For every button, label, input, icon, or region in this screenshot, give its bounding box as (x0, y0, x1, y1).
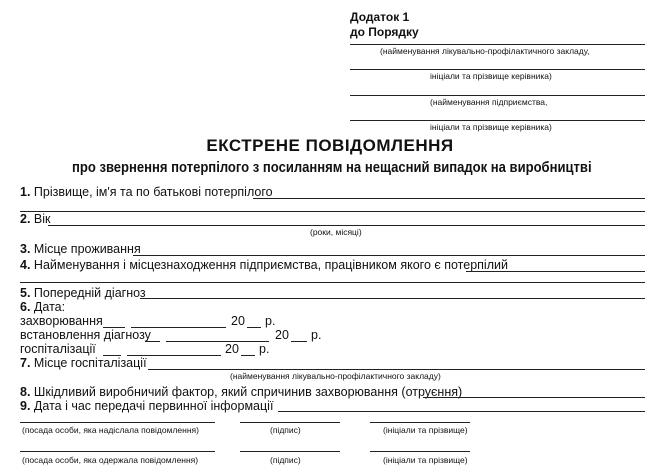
full-name-field-continued[interactable] (20, 211, 645, 212)
sender-name-line[interactable] (370, 422, 470, 423)
document-title: ЕКСТРЕНЕ ПОВІДОМЛЕННЯ (206, 136, 454, 155)
field-8-label (20, 385, 462, 399)
field-6-label (20, 300, 65, 314)
field-9-number: 9. (20, 399, 31, 413)
field-2-label (20, 212, 51, 226)
institution-head-line[interactable] (350, 69, 645, 70)
hospital-field[interactable] (148, 369, 645, 370)
date-hospital-label: госпіталізації (20, 342, 96, 356)
field-3-label (20, 242, 141, 256)
field-9-text: Дата і час передачі первинної інформації (33, 399, 274, 413)
date-illness-year[interactable] (247, 327, 261, 328)
field-7-number: 7. (20, 356, 31, 370)
diagnosis-field[interactable] (140, 298, 645, 299)
transfer-datetime-field[interactable] (278, 411, 645, 412)
harmful-factor-field[interactable] (423, 397, 645, 398)
date-illness-year-prefix: 20 (231, 314, 245, 328)
field-3-text: Місце проживання (33, 242, 141, 256)
date-hospital-year-prefix: 20 (225, 342, 239, 356)
enterprise-field-continued[interactable] (20, 282, 645, 283)
institution-head-caption: ініціали та прізвище керівника) (430, 71, 552, 81)
appendix-title: Додаток 1 (350, 10, 410, 24)
enterprise-field[interactable] (466, 271, 645, 272)
date-illness-label: захворювання (20, 314, 103, 328)
sender-position-line[interactable] (20, 422, 215, 423)
age-field[interactable] (48, 225, 645, 226)
field-4-text: Найменування і місцезнаходження підприємства, працівником якого є потерпілий (33, 258, 508, 272)
date-diagnosis-label: встановлення діагнозу (20, 328, 151, 342)
date-illness-year-suffix: р. (265, 314, 276, 328)
enterprise-head-caption: ініціали та прізвище керівника) (430, 122, 552, 132)
document-subtitle: про звернення потерпілого з посиланням на нещасний випадок на виробництві (72, 160, 592, 176)
field-4-label (20, 258, 508, 272)
date-diagnosis-year[interactable] (291, 341, 307, 342)
sender-name-caption: (ініціали та прізвище) (383, 425, 468, 435)
institution-line[interactable] (350, 44, 645, 45)
date-hospital-year[interactable] (241, 355, 255, 356)
appendix-subtitle: до Порядку (350, 25, 419, 39)
date-diagnosis-year-prefix: 20 (275, 328, 289, 342)
field-2-number: 2. (20, 212, 31, 226)
field-1-text: Прізвище, ім'я та по батькові потерпілого (33, 185, 273, 199)
sender-signature-caption: (підпис) (270, 425, 301, 435)
field-7-text: Місце госпіталізації (33, 356, 147, 370)
receiver-signature-caption: (підпис) (270, 455, 301, 465)
field-5-label (20, 286, 146, 300)
enterprise-line[interactable] (350, 95, 645, 96)
field-6-text: Дата: (33, 300, 66, 314)
date-diagnosis-month[interactable] (166, 341, 269, 342)
receiver-name-caption: (ініціали та прізвище) (383, 455, 468, 465)
field-2-text: Вік (33, 212, 51, 226)
receiver-signature-line[interactable] (240, 451, 340, 452)
receiver-position-line[interactable] (20, 451, 215, 452)
full-name-field[interactable] (253, 198, 645, 199)
field-1-number: 1. (20, 185, 31, 199)
sender-signature-line[interactable] (240, 422, 340, 423)
field-5-text: Попередній діагноз (33, 286, 146, 300)
hospital-caption: (найменування лікувально-профілактичного закладу) (230, 371, 441, 381)
date-hospital-year-suffix: р. (259, 342, 270, 356)
field-8-number: 8. (20, 385, 31, 399)
date-diagnosis-day[interactable] (145, 341, 160, 342)
receiver-name-line[interactable] (370, 451, 470, 452)
field-5-number: 5. (20, 286, 31, 300)
field-7-label (20, 356, 147, 370)
institution-caption: (найменування лікувально-профілактичного закладу, (380, 46, 590, 56)
sender-position-caption: (посада особи, яка надіслала повідомлення) (22, 425, 199, 435)
field-4-number: 4. (20, 258, 31, 272)
residence-field[interactable] (133, 255, 645, 256)
field-9-label (20, 399, 273, 413)
receiver-position-caption: (посада особи, яка одержала повідомлення) (22, 455, 199, 465)
age-caption: (роки, місяці) (310, 227, 362, 237)
enterprise-head-line[interactable] (350, 120, 645, 121)
field-3-number: 3. (20, 242, 31, 256)
enterprise-caption: (найменування підприємства, (430, 97, 548, 107)
field-1-label (20, 185, 273, 199)
field-6-number: 6. (20, 300, 31, 314)
field-8-text: Шкідливий виробничий фактор, який спричинив захворювання (отруєння) (33, 385, 463, 399)
date-diagnosis-year-suffix: р. (311, 328, 322, 342)
